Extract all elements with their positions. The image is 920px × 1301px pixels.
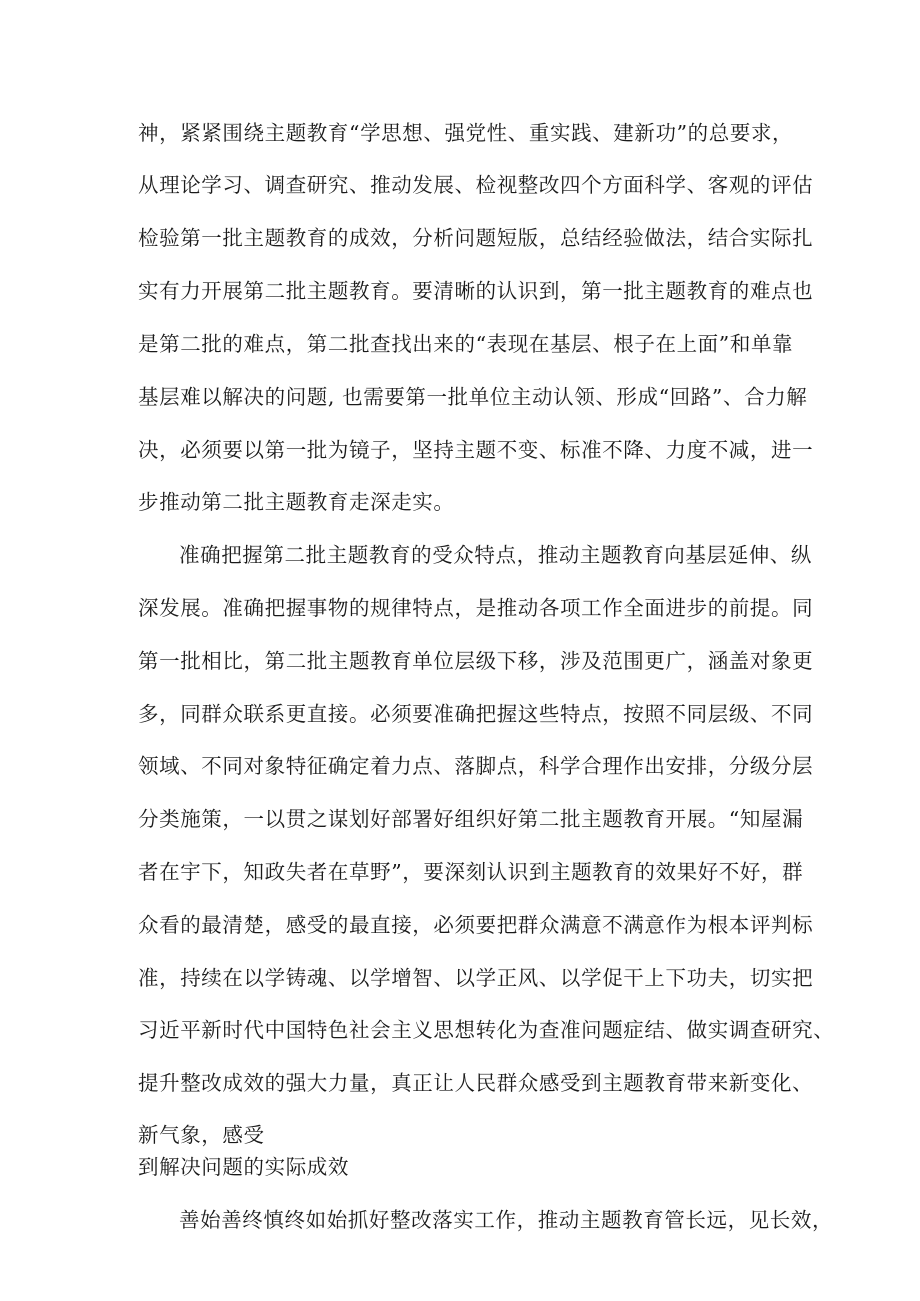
text-line: 分类施策，一以贯之谋划好部署好组织好第二批主题教育开展。“知屋漏 — [138, 807, 804, 831]
text-line: 神，紧紧围绕主题教育“学思想、强党性、重实践、建新功”的总要求， — [138, 121, 794, 145]
text-line: 习近平新时代中国特色社会主义思想转化为查准问题症结、做实调查研究、 — [138, 1018, 835, 1042]
text-line: 准，持续在以学铸魂、以学增智、以学正风、以学促干上下功夫，切实把 — [138, 966, 814, 990]
text-line: 检验第一批主题教育的成效，分析问题短版，总结经验做法，结合实际扎 — [138, 226, 814, 250]
text-line: 步推动第二批主题教育走深走实。 — [138, 490, 455, 514]
text-line: 深发展。准确把握事物的规律特点，是推动各项工作全面进步的前提。同 — [138, 596, 814, 620]
text-line: 是第二批的难点，第二批查找出来的“表现在基层、根子在上面”和单靠 — [138, 332, 794, 356]
text-line: 众看的最清楚，感受的最直接，必须要把群众满意不满意作为根本评判标 — [138, 913, 814, 937]
text-line: 第一批相比，第二批主题教育单位层级下移，涉及范围更广，涵盖对象更 — [138, 649, 814, 673]
paragraph-first-line: 准确把握第二批主题教育的受众特点，推动主题教育向基层延伸、纵 — [179, 543, 812, 567]
text-line: 新气象，感受 — [138, 1123, 265, 1147]
text-line: 提升整改成效的强大力量，真正让人民群众感受到主题教育带来新变化、 — [138, 1071, 814, 1095]
text-line: 领域、不同对象特征确定着力点、落脚点，科学合理作出安排，分级分层 — [138, 754, 814, 778]
text-line: 多，同群众联系更直接。必须要准确把握这些特点，按照不同层级、不同 — [138, 702, 814, 726]
text-line: 到解决问题的实际成效 — [138, 1155, 349, 1179]
text-line: 实有力开展第二批主题教育。要清晰的认识到，第一批主题教育的难点也 — [138, 279, 814, 303]
text-line: 从理论学习、调查研究、推动发展、检视整改四个方面科学、客观的评估 — [138, 173, 814, 197]
paragraph-first-line: 善始善终慎终如始抓好整改落实工作，推动主题教育管长远，见长效， — [179, 1208, 834, 1232]
text-line: 者在宇下，知政失者在草野”，要深刻认识到主题教育的效果好不好，群 — [138, 860, 804, 884]
text-line: 决，必须要以第一批为镜子，坚持主题不变、标准不降、力度不减，进一 — [138, 438, 814, 462]
text-line: 基层难以解决的问题, 也需要第一批单位主动认领、形成“回路”、合力解 — [138, 385, 808, 409]
